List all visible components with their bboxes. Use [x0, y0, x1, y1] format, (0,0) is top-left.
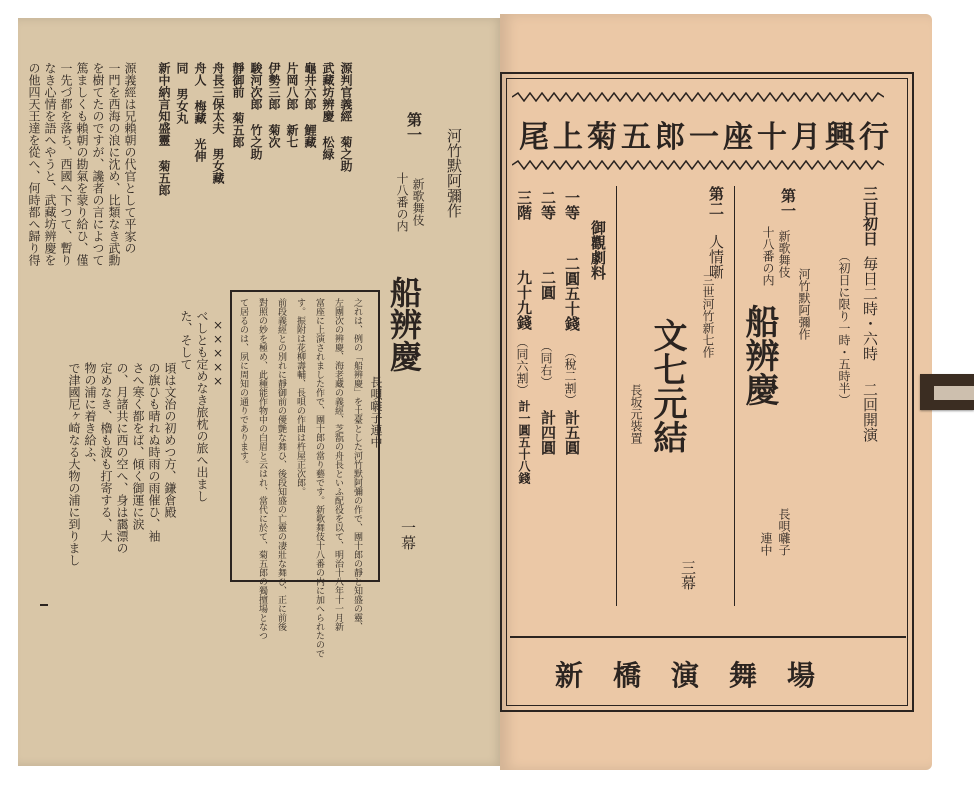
story-line: さへ寒く都をば、傾く御運に涙: [131, 362, 145, 530]
program-one-number: 第一: [779, 188, 797, 218]
schedule-dates: 三日初日: [861, 186, 879, 246]
price-second-total: 計四圓: [539, 410, 557, 455]
program-one-performers: 連中: [759, 532, 773, 556]
divider-crosses: ×××××: [211, 318, 225, 388]
program-two-set-designer: 長坂元裝置: [629, 384, 643, 444]
cast-line: 同 男女丸: [175, 62, 189, 124]
cast-line: 靜御前 菊五郎: [231, 62, 245, 148]
price-third-total: 計一圓五十八錢: [517, 400, 531, 484]
story-line: 定めなき、櫓も波も打寄する、大: [99, 362, 113, 542]
program-one-collection: 十八番の内: [761, 226, 775, 286]
schedule-first-day-note: （初日に限り一時・五時半）: [837, 250, 851, 406]
program-one-music: 長唄囃子: [777, 508, 791, 556]
program-one-author: 河竹默阿彌作: [797, 268, 811, 340]
story-line: 一先づ都を落ち、西國へ下つて、暫り: [59, 62, 73, 266]
story-line: なき心情を語へやうと、武藏坊辨慶を: [43, 62, 57, 266]
schedule-shows: 二回開演: [861, 382, 879, 442]
theatre-name: 新橋演舞場: [554, 659, 845, 692]
schedule-times: 毎日二時・六時: [861, 256, 879, 361]
note-line: 對照の妙を極め、此種能作物中の白眉と云はれ、當代に於て、菊五郎の獨擅場となつ: [257, 298, 267, 640]
story-line: を樹てたのですが、讒者の言によつて: [91, 62, 105, 266]
cast-line: 武藏坊辨慶 松緑: [321, 62, 335, 160]
left-play-title: 船辨慶: [385, 276, 423, 372]
cast-line: 伊勢三郎 菊次: [267, 62, 281, 148]
story-line: の他四天王達を從へ、何時都へ歸り得: [27, 62, 41, 266]
cast-line: 新中納言知盛靈 菊五郎: [157, 62, 171, 196]
price-divider: [616, 186, 617, 606]
price-first-class: 一等: [563, 190, 581, 220]
cast-line: 片岡八郎 新七: [285, 62, 299, 148]
program-two-author: 三世河竹新七作: [701, 274, 715, 358]
program-title: 尾上菊五郎一座十月興行: [519, 120, 893, 155]
cast-line: 舟長三保太夫 男女藏: [211, 62, 225, 184]
note-line: 左團次の辨慶、海老藏の義經、芝翫の舟長といふ配役を以て、明治十八年十一月新: [333, 298, 343, 631]
note-line: す。振附は花柳壽輔、長唄の作曲は杵屋正次郎。: [295, 298, 305, 496]
note-line: 前段義經との別れに靜御前の優艶な舞ひ、後段知盛の亡靈の凄壯な舞ひ、正に前後: [276, 298, 286, 631]
story-line: べしとも定めなき旅枕の旅へ出まし: [195, 310, 209, 502]
price-third-class: 三階: [515, 190, 533, 220]
left-author: 河竹默阿彌作: [445, 128, 463, 218]
left-acts: 一幕: [399, 520, 417, 550]
story-line: で津國尼ヶ崎なる大物の浦に到りまし: [67, 362, 81, 566]
price-second-price: 二圓: [539, 270, 557, 300]
left-genre: 新歌舞伎: [411, 178, 425, 226]
story-line: 物の浦に着き給ふ、: [83, 362, 97, 470]
note-line: 之れは、例の「船辨慶」を土臺とした河竹默阿彌の作で、團十郎の靜と知盛の靈、: [352, 298, 362, 631]
price-second-tax: （同右）: [539, 340, 553, 388]
price-heading: 御觀劇料: [589, 220, 607, 280]
story-line: 一門を西海の浪に沈め、比類なき武勳: [107, 62, 121, 266]
price-third-tax: （同六割）: [515, 336, 529, 396]
margin-dash: [40, 604, 48, 606]
story-line: 篤ましくも賴朝の勘氣を蒙り給ひ、僅: [75, 62, 89, 266]
story-line: の旗ひも晴れぬ時雨の雨催ひ、袖: [147, 362, 161, 542]
program-one-genre: 新歌舞伎: [777, 230, 791, 278]
theatre-divider: [510, 636, 906, 638]
cast-line: 駿河次郎 竹之助: [249, 62, 263, 160]
price-third-price: 九十九錢: [515, 270, 533, 330]
top-zigzag-border: [512, 92, 884, 102]
cast-line: 龜井六郎 鯉藏: [303, 62, 317, 148]
story-line: た、そして: [179, 310, 193, 370]
price-first-price: 二圓五十錢: [563, 256, 581, 331]
bookmark-tip: [934, 386, 974, 400]
cast-line: 源判官義經 菊之助: [339, 62, 353, 172]
program-two-genre: 人情噺: [707, 234, 725, 279]
note-line: 富座に上演されました作で、團十郎の當り藝です。新歌舞伎十八番の内に加へられたので: [314, 298, 324, 658]
program-divider: [734, 186, 735, 606]
price-second-class: 二等: [539, 190, 557, 220]
price-first-tax: （稅二割）: [563, 346, 577, 406]
left-program-number: 第一: [405, 112, 423, 142]
note-line: て居るのは、夙に周知の通りであります。: [238, 298, 248, 469]
program-two-acts: 三幕: [679, 560, 697, 590]
cast-line: 舟人 梅藏 光伸: [193, 62, 207, 162]
program-two-title: 文七元結: [647, 318, 687, 454]
left-collection: 十八番の内: [395, 172, 409, 232]
program-one-title: 船辨慶: [739, 304, 779, 406]
mid-zigzag-border: [512, 160, 884, 170]
price-first-total: 計五圓: [563, 410, 581, 455]
story-line: 源義經は兄賴朝の代官として平家の: [123, 62, 137, 254]
left-music: 長唄囃子連中: [369, 376, 383, 448]
story-line: の、月諸共に西の空へ、身は靄漂の: [115, 362, 129, 554]
program-two-number: 第二: [707, 186, 725, 216]
story-line: 頃は文治の初めつ方、鎌倉殿: [163, 362, 177, 518]
